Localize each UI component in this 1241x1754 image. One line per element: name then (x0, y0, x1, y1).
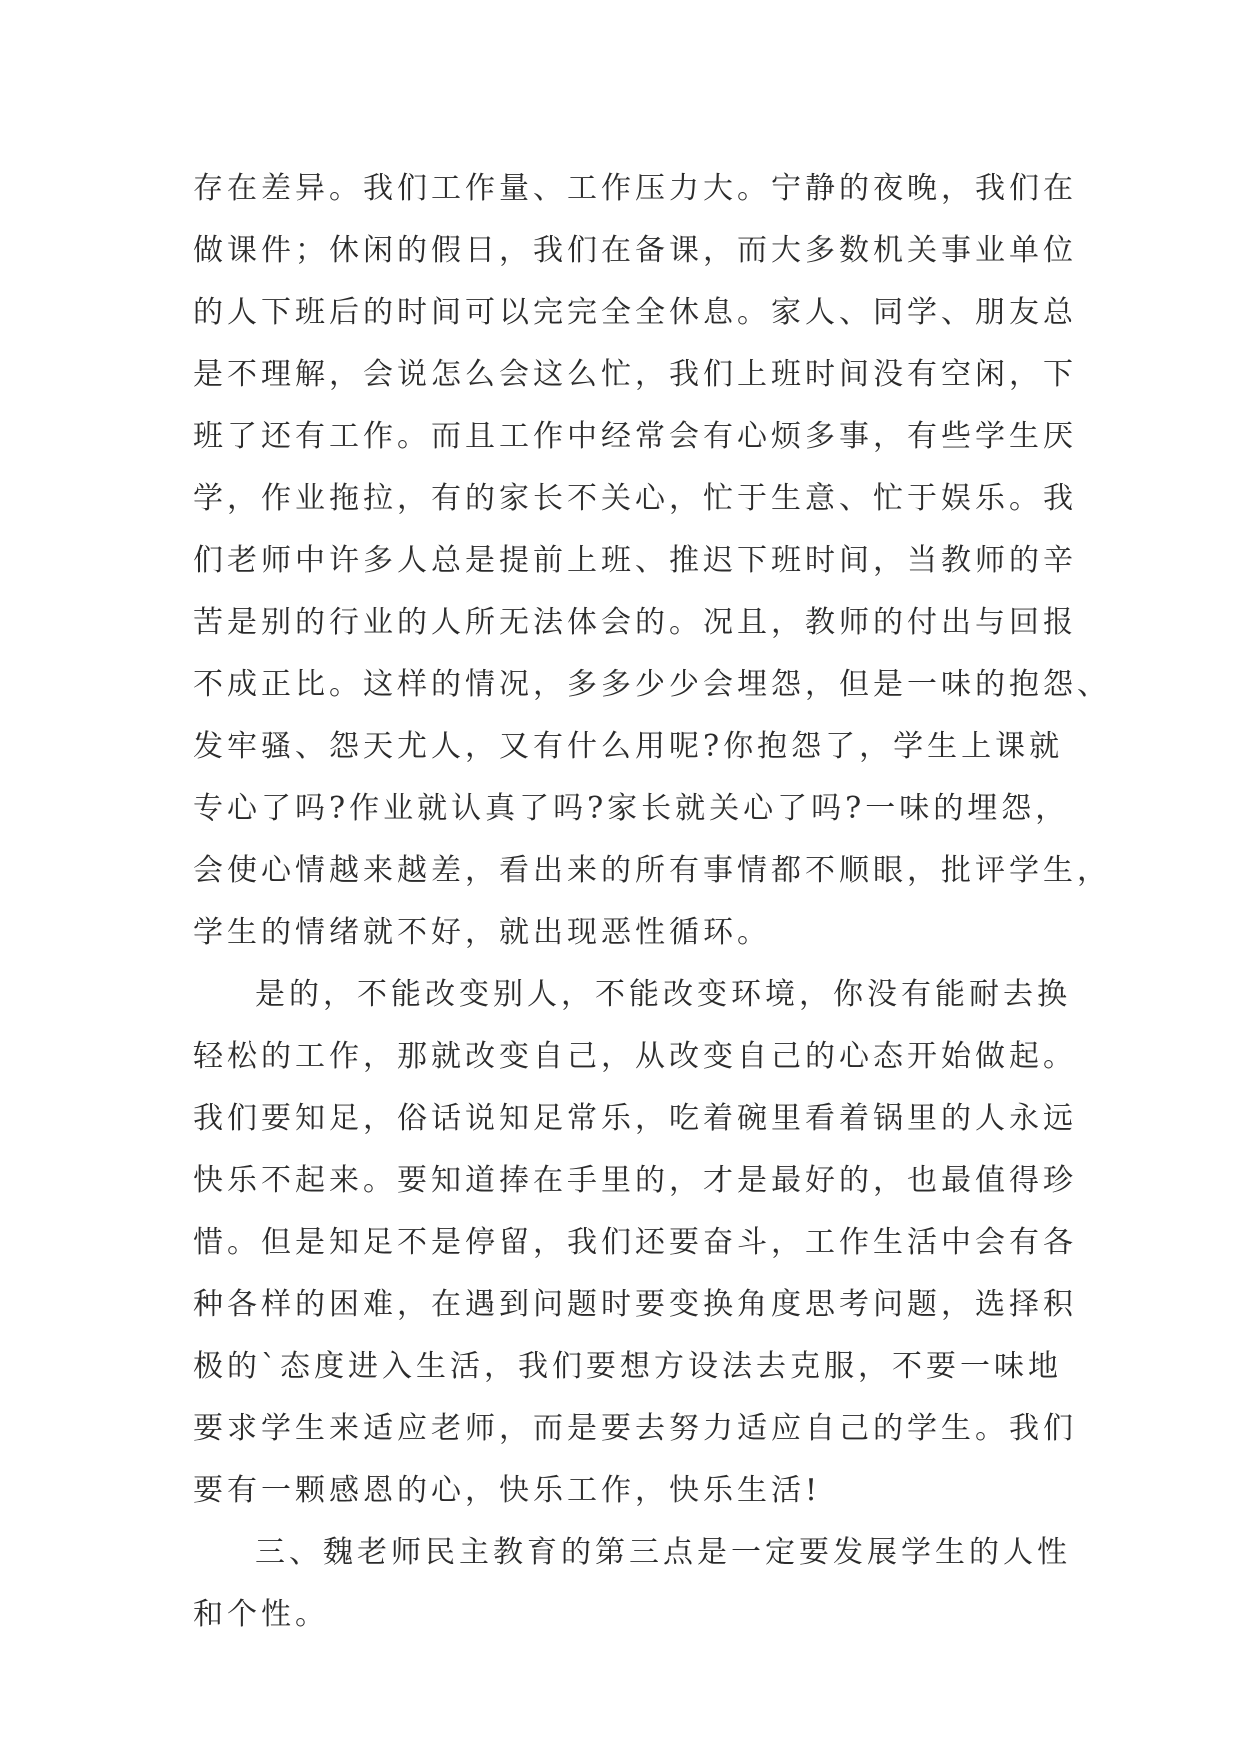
text-line: 学，作业拖拉，有的家长不关心，忙于生意、忙于娱乐。我 (193, 481, 1077, 516)
text-line: 做课件；休闲的假日，我们在备课，而大多数机关事业单位 (193, 233, 1077, 268)
text-line: 学生的情绪就不好，就出现恶性循环。 (193, 915, 771, 950)
text-line: 要有一颗感恩的心，快乐工作，快乐生活! (193, 1473, 822, 1508)
text-line: 轻松的工作，那就改变自己，从改变自己的心态开始做起。 (193, 1039, 1077, 1074)
text-line: 班了还有工作。而且工作中经常会有心烦多事，有些学生厌 (193, 419, 1077, 454)
paragraph-first-line: 是的，不能改变别人，不能改变环境，你没有能耐去换 (255, 977, 1071, 1012)
text-line: 惜。但是知足不是停留，我们还要奋斗，工作生活中会有各 (193, 1225, 1077, 1260)
text-line: 苦是别的行业的人所无法体会的。况且，教师的付出与回报 (193, 605, 1077, 640)
text-line: 我们要知足，俗话说知足常乐，吃着碗里看着锅里的人永远 (193, 1101, 1077, 1136)
text-line: 们老师中许多人总是提前上班、推迟下班时间，当教师的辛 (193, 543, 1077, 578)
text-line: 要求学生来适应老师，而是要去努力适应自己的学生。我们 (193, 1411, 1077, 1446)
body-text (193, 158, 1111, 1646)
text-line: 存在差异。我们工作量、工作压力大。宁静的夜晚，我们在 (193, 171, 1077, 206)
text-line: 的人下班后的时间可以完完全全休息。家人、同学、朋友总 (193, 295, 1077, 330)
text-line: 会使心情越来越差，看出来的所有事情都不顺眼，批评学生， (193, 853, 1111, 888)
text-line: 快乐不起来。要知道捧在手里的，才是最好的，也最值得珍 (193, 1163, 1077, 1198)
text-line: 发牢骚、怨天尤人，又有什么用呢?你抱怨了，学生上课就 (193, 729, 1064, 764)
paragraph-first-line: 三、魏老师民主教育的第三点是一定要发展学生的人性 (255, 1535, 1071, 1570)
text-line: 和个性。 (193, 1597, 329, 1632)
text-line: 极的`态度进入生活，我们要想方设法去克服，不要一味地 (193, 1349, 1062, 1384)
text-line: 是不理解，会说怎么会这么忙，我们上班时间没有空闲，下 (193, 357, 1077, 392)
text-line: 专心了吗?作业就认真了吗?家长就关心了吗?一味的埋怨， (193, 791, 1070, 826)
text-line: 不成正比。这样的情况，多多少少会埋怨，但是一味的抱怨、 (193, 667, 1111, 702)
text-line: 种各样的困难，在遇到问题时要变换角度思考问题，选择积 (193, 1287, 1077, 1322)
